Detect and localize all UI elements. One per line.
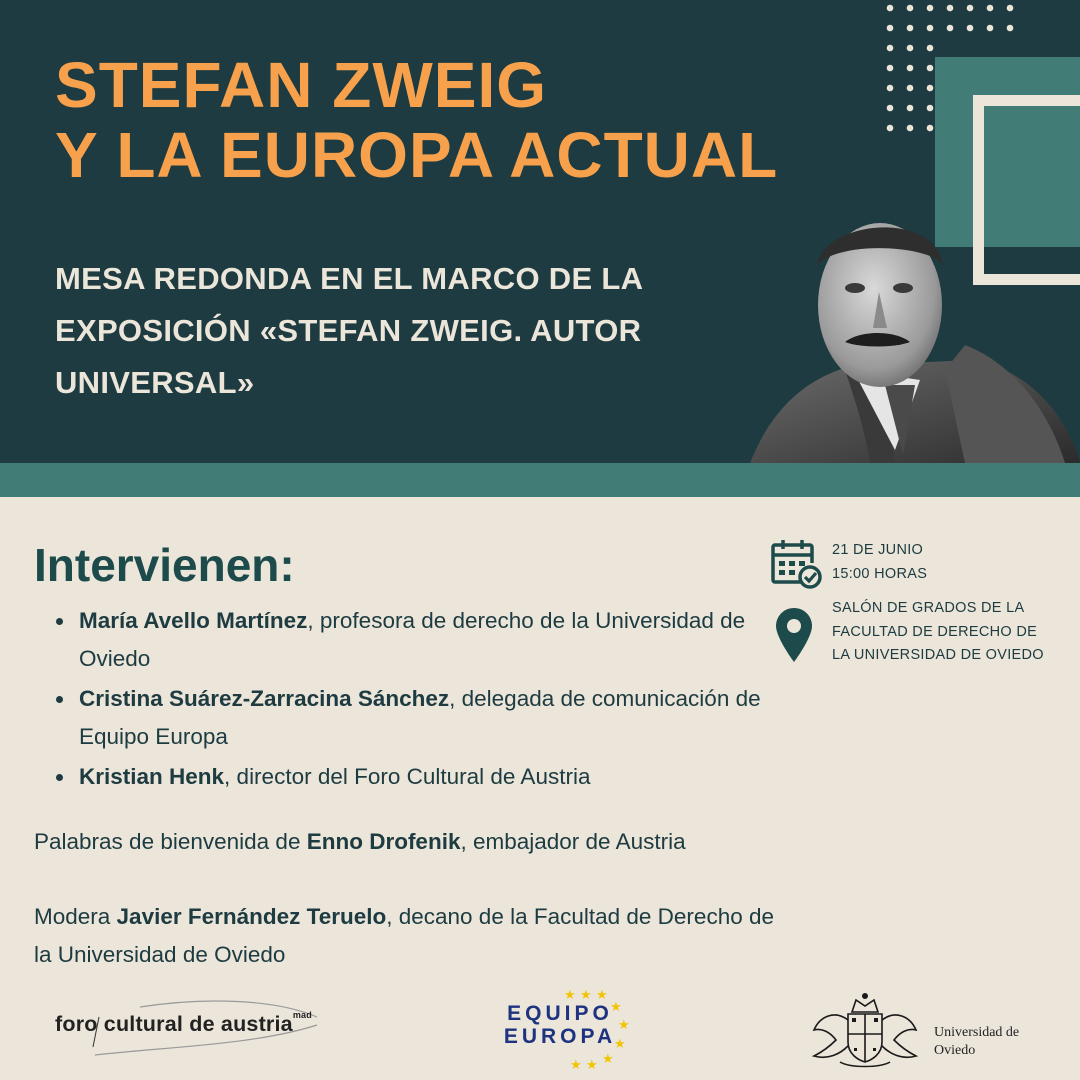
svg-text:★: ★ <box>610 1000 622 1015</box>
speakers-heading: Intervienen: <box>34 539 295 591</box>
svg-text:★: ★ <box>564 988 576 1003</box>
universidad-oviedo-logo <box>810 990 1060 1070</box>
event-subtitle: MESA REDONDA EN EL MARCO DE LA EXPOSICIÓN «STEFAN ZWEIG. AUTOR UNIVERSAL» <box>55 261 643 400</box>
event-time: 15:00 HORAS <box>832 565 928 582</box>
event-title <box>55 50 778 190</box>
svg-text:★: ★ <box>596 988 608 1003</box>
foro-logo-text: foro cultural de austria$^{mad}$ <box>55 1010 312 1036</box>
moderator-prefix: Modera <box>34 904 117 929</box>
svg-text:★: ★ <box>602 1052 614 1067</box>
equipo-europa-logo <box>490 985 640 1070</box>
europa-text: EUROPA <box>503 1025 617 1048</box>
universidad-text: Universidad de Oviedo <box>934 1025 1020 1058</box>
foro-cultural-logo <box>55 995 325 1065</box>
event-date: 21 DE JUNIO <box>832 542 924 558</box>
event-location: SALÓN DE GRADOS DE LA FACULTAD DE DERECHO DE LA UNIVERSIDAD DE OVIEDO <box>832 600 1044 663</box>
speaker-role: , profesora de derecho de la Universidad de Oviedo <box>79 608 746 671</box>
svg-text:★: ★ <box>570 1058 582 1070</box>
moderator-name: Javier Fernández Teruelo <box>116 904 387 929</box>
speaker-name: Kristian Henk <box>79 764 225 789</box>
portrait-photo-icon <box>745 210 1080 463</box>
speaker-name: Cristina Suárez-Zarracina Sánchez <box>79 686 450 711</box>
moderator-suffix: , decano de la Facultad de Derecho de la Universidad de Oviedo <box>34 904 774 967</box>
welcome-suffix: , embajador de Austria <box>460 829 686 854</box>
list-item <box>79 758 799 796</box>
teal-divider-band <box>0 463 1080 497</box>
svg-text:★: ★ <box>586 1058 598 1070</box>
svg-text:★: ★ <box>618 1018 630 1033</box>
svg-text:★: ★ <box>614 1037 626 1052</box>
welcome-text <box>34 823 774 861</box>
equipo-text: EQUIPO <box>507 1002 613 1025</box>
title-line-2: Y LA EUROPA ACTUAL <box>55 119 779 191</box>
speaker-role: , delegada de comunicación de Equipo Europa <box>79 686 761 749</box>
list-item <box>79 602 799 678</box>
header-banner <box>0 0 1080 463</box>
welcome-prefix: Palabras de bienvenida de <box>34 829 307 854</box>
title-line-1: STEFAN ZWEIG <box>55 49 547 121</box>
coat-of-arms-icon <box>810 990 920 1070</box>
calendar-check-icon <box>770 539 822 589</box>
moderator-text <box>34 898 774 974</box>
location-pin-icon <box>776 608 812 662</box>
svg-text:★: ★ <box>580 988 592 1003</box>
speaker-role: , director del Foro Cultural de Austria <box>224 764 591 789</box>
event-date-time <box>832 539 927 586</box>
list-item <box>79 680 799 756</box>
speaker-name: María Avello Martínez <box>79 608 308 633</box>
welcome-name: Enno Drofenik <box>306 829 461 854</box>
speakers-list <box>34 602 799 798</box>
